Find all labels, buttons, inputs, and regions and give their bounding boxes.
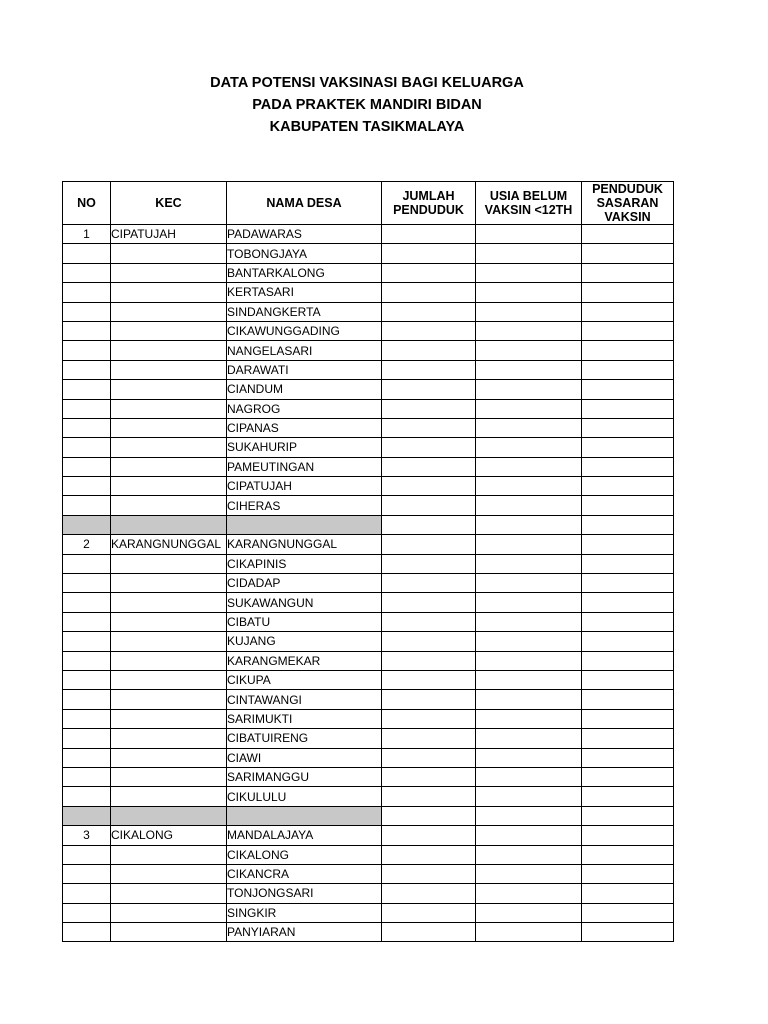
title-line-1: DATA POTENSI VAKSINASI BAGI KELUARGA bbox=[210, 75, 524, 91]
table-row bbox=[63, 244, 674, 263]
cell-penduduk-sasaran-vaksin bbox=[582, 360, 674, 379]
cell-nama-desa: CINTAWANGI bbox=[227, 690, 382, 709]
cell-jumlah-penduduk bbox=[382, 748, 476, 767]
cell-usia-belum-vaksin bbox=[476, 302, 582, 321]
cell-penduduk-sasaran-vaksin bbox=[582, 496, 674, 515]
cell-jumlah-penduduk bbox=[382, 884, 476, 903]
cell-penduduk-sasaran-vaksin bbox=[582, 651, 674, 670]
cell-kec bbox=[111, 283, 227, 302]
document-title bbox=[0, 72, 734, 138]
header-usia-belum-vaksin: USIA BELUM VAKSIN <12TH bbox=[476, 182, 582, 225]
cell-penduduk-sasaran-vaksin bbox=[582, 574, 674, 593]
cell-kec bbox=[111, 380, 227, 399]
cell-no bbox=[63, 438, 111, 457]
vaccination-data-table bbox=[62, 181, 674, 942]
cell-kec bbox=[111, 593, 227, 612]
cell-kec bbox=[111, 399, 227, 418]
table-row bbox=[63, 321, 674, 340]
title-line-2: PADA PRAKTEK MANDIRI BIDAN bbox=[252, 97, 482, 113]
cell-jumlah-penduduk bbox=[382, 864, 476, 883]
cell-nama-desa: PADAWARAS bbox=[227, 225, 382, 244]
cell-jumlah-penduduk bbox=[382, 438, 476, 457]
cell-penduduk-sasaran-vaksin bbox=[582, 923, 674, 942]
cell-kec bbox=[111, 341, 227, 360]
cell-nama-desa: MANDALAJAYA bbox=[227, 826, 382, 845]
table-row bbox=[63, 690, 674, 709]
cell-nama-desa: CIPATUJAH bbox=[227, 477, 382, 496]
cell-no bbox=[63, 864, 111, 883]
cell-kec bbox=[111, 923, 227, 942]
cell-jumlah-penduduk bbox=[382, 244, 476, 263]
separator-cell bbox=[111, 806, 227, 825]
cell-no bbox=[63, 302, 111, 321]
cell-no: 2 bbox=[63, 535, 111, 554]
cell-usia-belum-vaksin bbox=[476, 438, 582, 457]
cell-kec bbox=[111, 632, 227, 651]
cell-no bbox=[63, 651, 111, 670]
cell-penduduk-sasaran-vaksin bbox=[582, 845, 674, 864]
cell-usia-belum-vaksin bbox=[476, 321, 582, 340]
cell-penduduk-sasaran-vaksin bbox=[582, 554, 674, 573]
cell-usia-belum-vaksin bbox=[476, 903, 582, 922]
cell-penduduk-sasaran-vaksin bbox=[582, 670, 674, 689]
cell-usia-belum-vaksin bbox=[476, 593, 582, 612]
cell-kec bbox=[111, 729, 227, 748]
separator-cell bbox=[382, 515, 476, 534]
cell-penduduk-sasaran-vaksin bbox=[582, 244, 674, 263]
cell-jumlah-penduduk bbox=[382, 845, 476, 864]
cell-nama-desa: KUJANG bbox=[227, 632, 382, 651]
cell-nama-desa: NAGROG bbox=[227, 399, 382, 418]
cell-jumlah-penduduk bbox=[382, 321, 476, 340]
cell-jumlah-penduduk bbox=[382, 457, 476, 476]
cell-usia-belum-vaksin bbox=[476, 399, 582, 418]
cell-no bbox=[63, 690, 111, 709]
cell-no bbox=[63, 903, 111, 922]
cell-jumlah-penduduk bbox=[382, 418, 476, 437]
cell-jumlah-penduduk bbox=[382, 360, 476, 379]
separator-cell bbox=[227, 806, 382, 825]
cell-jumlah-penduduk bbox=[382, 399, 476, 418]
cell-penduduk-sasaran-vaksin bbox=[582, 477, 674, 496]
cell-kec bbox=[111, 263, 227, 282]
cell-usia-belum-vaksin bbox=[476, 244, 582, 263]
table-row bbox=[63, 341, 674, 360]
separator-cell bbox=[227, 515, 382, 534]
cell-kec bbox=[111, 418, 227, 437]
cell-no bbox=[63, 729, 111, 748]
table-row bbox=[63, 574, 674, 593]
cell-penduduk-sasaran-vaksin bbox=[582, 535, 674, 554]
cell-penduduk-sasaran-vaksin bbox=[582, 884, 674, 903]
cell-usia-belum-vaksin bbox=[476, 748, 582, 767]
cell-jumlah-penduduk bbox=[382, 923, 476, 942]
table-row bbox=[63, 283, 674, 302]
cell-nama-desa: SUKAHURIP bbox=[227, 438, 382, 457]
cell-penduduk-sasaran-vaksin bbox=[582, 787, 674, 806]
cell-penduduk-sasaran-vaksin bbox=[582, 632, 674, 651]
cell-no bbox=[63, 923, 111, 942]
cell-nama-desa: CIKULULU bbox=[227, 787, 382, 806]
table-row bbox=[63, 612, 674, 631]
cell-kec bbox=[111, 748, 227, 767]
cell-usia-belum-vaksin bbox=[476, 787, 582, 806]
cell-nama-desa: CIKALONG bbox=[227, 845, 382, 864]
cell-kec bbox=[111, 845, 227, 864]
cell-no bbox=[63, 632, 111, 651]
cell-jumlah-penduduk bbox=[382, 787, 476, 806]
cell-jumlah-penduduk bbox=[382, 225, 476, 244]
cell-no bbox=[63, 574, 111, 593]
cell-jumlah-penduduk bbox=[382, 477, 476, 496]
cell-penduduk-sasaran-vaksin bbox=[582, 302, 674, 321]
table-row bbox=[63, 225, 674, 244]
cell-no bbox=[63, 418, 111, 437]
cell-usia-belum-vaksin bbox=[476, 225, 582, 244]
cell-kec bbox=[111, 787, 227, 806]
cell-nama-desa: KARANGNUNGGAL bbox=[227, 535, 382, 554]
cell-penduduk-sasaran-vaksin bbox=[582, 438, 674, 457]
cell-kec bbox=[111, 864, 227, 883]
separator-cell bbox=[476, 806, 582, 825]
cell-kec bbox=[111, 477, 227, 496]
cell-penduduk-sasaran-vaksin bbox=[582, 399, 674, 418]
cell-no bbox=[63, 399, 111, 418]
cell-jumlah-penduduk bbox=[382, 574, 476, 593]
cell-usia-belum-vaksin bbox=[476, 477, 582, 496]
cell-no bbox=[63, 496, 111, 515]
cell-no bbox=[63, 845, 111, 864]
cell-nama-desa: CIPANAS bbox=[227, 418, 382, 437]
table-row bbox=[63, 787, 674, 806]
cell-no bbox=[63, 709, 111, 728]
cell-nama-desa: TONJONGSARI bbox=[227, 884, 382, 903]
table-row bbox=[63, 884, 674, 903]
table-row bbox=[63, 670, 674, 689]
cell-jumlah-penduduk bbox=[382, 302, 476, 321]
cell-penduduk-sasaran-vaksin bbox=[582, 593, 674, 612]
table-row bbox=[63, 438, 674, 457]
cell-no bbox=[63, 457, 111, 476]
cell-nama-desa: BANTARKALONG bbox=[227, 263, 382, 282]
cell-nama-desa: SUKAWANGUN bbox=[227, 593, 382, 612]
table-row bbox=[63, 767, 674, 786]
cell-jumlah-penduduk bbox=[382, 632, 476, 651]
cell-jumlah-penduduk bbox=[382, 767, 476, 786]
cell-kec bbox=[111, 302, 227, 321]
cell-jumlah-penduduk bbox=[382, 826, 476, 845]
cell-usia-belum-vaksin bbox=[476, 709, 582, 728]
cell-no bbox=[63, 360, 111, 379]
cell-penduduk-sasaran-vaksin bbox=[582, 283, 674, 302]
cell-no bbox=[63, 283, 111, 302]
group-separator-row bbox=[63, 806, 674, 825]
cell-penduduk-sasaran-vaksin bbox=[582, 225, 674, 244]
cell-no bbox=[63, 380, 111, 399]
cell-no bbox=[63, 612, 111, 631]
cell-no bbox=[63, 554, 111, 573]
cell-no bbox=[63, 263, 111, 282]
cell-no bbox=[63, 341, 111, 360]
cell-penduduk-sasaran-vaksin bbox=[582, 341, 674, 360]
cell-usia-belum-vaksin bbox=[476, 845, 582, 864]
cell-penduduk-sasaran-vaksin bbox=[582, 826, 674, 845]
cell-penduduk-sasaran-vaksin bbox=[582, 767, 674, 786]
cell-usia-belum-vaksin bbox=[476, 612, 582, 631]
cell-penduduk-sasaran-vaksin bbox=[582, 748, 674, 767]
table-row bbox=[63, 263, 674, 282]
table-row bbox=[63, 923, 674, 942]
cell-usia-belum-vaksin bbox=[476, 651, 582, 670]
header-nama-desa: NAMA DESA bbox=[227, 182, 382, 225]
cell-usia-belum-vaksin bbox=[476, 923, 582, 942]
table-row bbox=[63, 632, 674, 651]
table-body bbox=[63, 225, 674, 942]
cell-nama-desa: CIBATU bbox=[227, 612, 382, 631]
cell-usia-belum-vaksin bbox=[476, 283, 582, 302]
cell-kec bbox=[111, 884, 227, 903]
cell-nama-desa: TOBONGJAYA bbox=[227, 244, 382, 263]
cell-penduduk-sasaran-vaksin bbox=[582, 612, 674, 631]
cell-nama-desa: CIHERAS bbox=[227, 496, 382, 515]
table-row bbox=[63, 360, 674, 379]
cell-nama-desa: SARIMANGGU bbox=[227, 767, 382, 786]
cell-no: 1 bbox=[63, 225, 111, 244]
cell-no bbox=[63, 748, 111, 767]
group-separator-row bbox=[63, 515, 674, 534]
cell-usia-belum-vaksin bbox=[476, 826, 582, 845]
cell-penduduk-sasaran-vaksin bbox=[582, 380, 674, 399]
cell-kec bbox=[111, 438, 227, 457]
cell-nama-desa: CIKAWUNGGADING bbox=[227, 321, 382, 340]
cell-nama-desa: CIANDUM bbox=[227, 380, 382, 399]
cell-jumlah-penduduk bbox=[382, 283, 476, 302]
cell-kec: CIKALONG bbox=[111, 826, 227, 845]
separator-cell bbox=[382, 806, 476, 825]
cell-jumlah-penduduk bbox=[382, 651, 476, 670]
cell-nama-desa: SINDANGKERTA bbox=[227, 302, 382, 321]
table-row bbox=[63, 399, 674, 418]
cell-kec bbox=[111, 651, 227, 670]
cell-kec bbox=[111, 612, 227, 631]
cell-jumlah-penduduk bbox=[382, 690, 476, 709]
table-row bbox=[63, 418, 674, 437]
table-row bbox=[63, 496, 674, 515]
table-row bbox=[63, 845, 674, 864]
cell-nama-desa: CIAWI bbox=[227, 748, 382, 767]
cell-jumlah-penduduk bbox=[382, 670, 476, 689]
cell-usia-belum-vaksin bbox=[476, 690, 582, 709]
table-row bbox=[63, 709, 674, 728]
cell-jumlah-penduduk bbox=[382, 554, 476, 573]
cell-penduduk-sasaran-vaksin bbox=[582, 263, 674, 282]
cell-no bbox=[63, 321, 111, 340]
cell-penduduk-sasaran-vaksin bbox=[582, 690, 674, 709]
cell-penduduk-sasaran-vaksin bbox=[582, 457, 674, 476]
header-no: NO bbox=[63, 182, 111, 225]
table-row bbox=[63, 748, 674, 767]
cell-penduduk-sasaran-vaksin bbox=[582, 709, 674, 728]
cell-jumlah-penduduk bbox=[382, 593, 476, 612]
cell-nama-desa: CIKAPINIS bbox=[227, 554, 382, 573]
cell-usia-belum-vaksin bbox=[476, 360, 582, 379]
cell-jumlah-penduduk bbox=[382, 263, 476, 282]
cell-jumlah-penduduk bbox=[382, 341, 476, 360]
cell-no bbox=[63, 593, 111, 612]
cell-nama-desa: CIKUPA bbox=[227, 670, 382, 689]
table-row bbox=[63, 903, 674, 922]
table-row bbox=[63, 535, 674, 554]
cell-jumlah-penduduk bbox=[382, 709, 476, 728]
table-row bbox=[63, 380, 674, 399]
cell-jumlah-penduduk bbox=[382, 496, 476, 515]
table-row bbox=[63, 457, 674, 476]
separator-cell bbox=[63, 515, 111, 534]
cell-no bbox=[63, 787, 111, 806]
cell-penduduk-sasaran-vaksin bbox=[582, 729, 674, 748]
cell-jumlah-penduduk bbox=[382, 380, 476, 399]
cell-jumlah-penduduk bbox=[382, 612, 476, 631]
cell-nama-desa: CIDADAP bbox=[227, 574, 382, 593]
title-line-3: KABUPATEN TASIKMALAYA bbox=[269, 119, 465, 135]
separator-cell bbox=[476, 515, 582, 534]
cell-kec: CIPATUJAH bbox=[111, 225, 227, 244]
table-row bbox=[63, 651, 674, 670]
table-row bbox=[63, 302, 674, 321]
header-penduduk-sasaran-vaksin: PENDUDUK SASARAN VAKSIN bbox=[582, 182, 674, 225]
cell-kec bbox=[111, 670, 227, 689]
cell-kec bbox=[111, 457, 227, 476]
table-header-row bbox=[63, 182, 674, 225]
table-row bbox=[63, 477, 674, 496]
separator-cell bbox=[582, 806, 674, 825]
cell-kec bbox=[111, 690, 227, 709]
cell-usia-belum-vaksin bbox=[476, 729, 582, 748]
cell-usia-belum-vaksin bbox=[476, 457, 582, 476]
cell-kec bbox=[111, 554, 227, 573]
cell-nama-desa: CIKANCRA bbox=[227, 864, 382, 883]
cell-usia-belum-vaksin bbox=[476, 670, 582, 689]
cell-no bbox=[63, 884, 111, 903]
cell-kec: KARANGNUNGGAL bbox=[111, 535, 227, 554]
cell-kec bbox=[111, 574, 227, 593]
cell-jumlah-penduduk bbox=[382, 729, 476, 748]
cell-jumlah-penduduk bbox=[382, 903, 476, 922]
cell-usia-belum-vaksin bbox=[476, 884, 582, 903]
cell-nama-desa: CIBATUIRENG bbox=[227, 729, 382, 748]
separator-cell bbox=[111, 515, 227, 534]
cell-penduduk-sasaran-vaksin bbox=[582, 864, 674, 883]
cell-no: 3 bbox=[63, 826, 111, 845]
cell-kec bbox=[111, 360, 227, 379]
cell-usia-belum-vaksin bbox=[476, 864, 582, 883]
cell-jumlah-penduduk bbox=[382, 535, 476, 554]
cell-nama-desa: KERTASARI bbox=[227, 283, 382, 302]
table-row bbox=[63, 826, 674, 845]
cell-usia-belum-vaksin bbox=[476, 554, 582, 573]
table-row bbox=[63, 729, 674, 748]
cell-nama-desa: NANGELASARI bbox=[227, 341, 382, 360]
cell-nama-desa: SARIMUKTI bbox=[227, 709, 382, 728]
cell-penduduk-sasaran-vaksin bbox=[582, 321, 674, 340]
cell-usia-belum-vaksin bbox=[476, 263, 582, 282]
cell-no bbox=[63, 477, 111, 496]
table-row bbox=[63, 593, 674, 612]
cell-usia-belum-vaksin bbox=[476, 418, 582, 437]
cell-no bbox=[63, 670, 111, 689]
cell-no bbox=[63, 767, 111, 786]
cell-usia-belum-vaksin bbox=[476, 496, 582, 515]
cell-kec bbox=[111, 709, 227, 728]
cell-kec bbox=[111, 244, 227, 263]
cell-usia-belum-vaksin bbox=[476, 574, 582, 593]
cell-usia-belum-vaksin bbox=[476, 341, 582, 360]
cell-nama-desa: PAMEUTINGAN bbox=[227, 457, 382, 476]
cell-kec bbox=[111, 903, 227, 922]
cell-kec bbox=[111, 496, 227, 515]
table-row bbox=[63, 554, 674, 573]
cell-nama-desa: PANYIARAN bbox=[227, 923, 382, 942]
separator-cell bbox=[582, 515, 674, 534]
cell-usia-belum-vaksin bbox=[476, 380, 582, 399]
separator-cell bbox=[63, 806, 111, 825]
cell-usia-belum-vaksin bbox=[476, 632, 582, 651]
cell-usia-belum-vaksin bbox=[476, 535, 582, 554]
cell-kec bbox=[111, 767, 227, 786]
table-row bbox=[63, 864, 674, 883]
cell-usia-belum-vaksin bbox=[476, 767, 582, 786]
header-kec: KEC bbox=[111, 182, 227, 225]
cell-no bbox=[63, 244, 111, 263]
cell-nama-desa: DARAWATI bbox=[227, 360, 382, 379]
cell-nama-desa: SINGKIR bbox=[227, 903, 382, 922]
cell-penduduk-sasaran-vaksin bbox=[582, 418, 674, 437]
cell-nama-desa: KARANGMEKAR bbox=[227, 651, 382, 670]
cell-kec bbox=[111, 321, 227, 340]
cell-penduduk-sasaran-vaksin bbox=[582, 903, 674, 922]
header-jumlah-penduduk: JUMLAH PENDUDUK bbox=[382, 182, 476, 225]
